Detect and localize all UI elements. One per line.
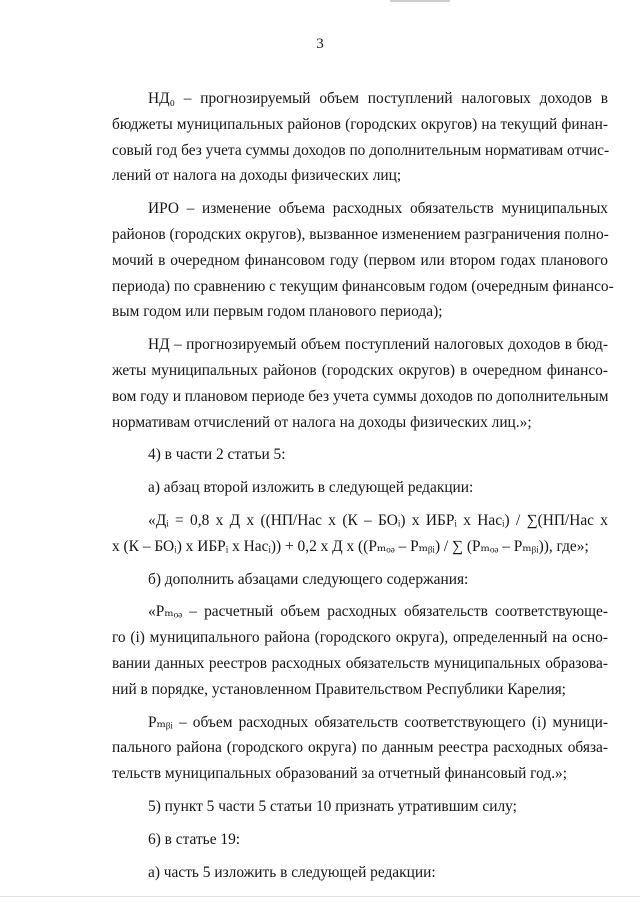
text-line: вым годом или первым годом планового периода); bbox=[112, 303, 443, 321]
paragraph-item4a bbox=[112, 475, 608, 501]
paragraph-item5 bbox=[112, 794, 608, 820]
paragraph-formula bbox=[112, 508, 608, 560]
text-line: x (К – БОᵢ) x ИБРᵢ x Насᵢ)) + 0,2 x Д x ((Рₘₒₔ – Рₘᵦᵢ) / ∑ (Рₘₒₔ – Рₘᵦᵢ)), где»; bbox=[112, 537, 589, 555]
paragraph-iro bbox=[112, 196, 614, 325]
text-line: а) часть 5 изложить в следующей редакции: bbox=[148, 863, 436, 881]
text-line: 4) в части 2 статьи 5: bbox=[148, 446, 286, 464]
text-line: б) дополнить абзацами следующего содержания: bbox=[148, 570, 469, 588]
text-line: 5) пункт 5 части 5 статьи 10 признать утратившим силу; bbox=[148, 797, 517, 815]
paragraph-item6 bbox=[112, 827, 608, 853]
text-line: Рₘᵦᵢ – объем расходных обязательств соответствующего (i) муници- bbox=[148, 713, 608, 731]
text-line: го (i) муниципального района (городского округа), определенный на осно- bbox=[112, 629, 608, 647]
text-line: а) абзац второй изложить в следующей редакции: bbox=[148, 479, 474, 497]
text-line: тельств муниципальных образований за отчетный финансовый год.»; bbox=[112, 765, 568, 783]
paragraph-item4 bbox=[112, 442, 608, 468]
text-line: ИРО – изменение объема расходных обязательств муниципальных bbox=[148, 200, 608, 218]
paragraph-nd0 bbox=[112, 86, 608, 189]
paragraph-nd bbox=[112, 332, 608, 435]
paragraph-item6a bbox=[112, 860, 608, 886]
scan-artifact bbox=[390, 0, 450, 2]
scan-edge bbox=[0, 896, 640, 897]
paragraph-item4b bbox=[112, 567, 608, 593]
text-line: «Рₘₒₔ – расчетный объем расходных обязательств соответствующе- bbox=[148, 603, 608, 621]
text-line: вании данных реестров расходных обязательств муниципальных образова- bbox=[112, 654, 608, 672]
text-line: лений от налога на доходы физических лиц; bbox=[112, 167, 402, 185]
paragraph-rmbi bbox=[112, 710, 608, 787]
page-number: 3 bbox=[316, 36, 324, 52]
text-line: периода) по сравнению с текущим финансовым годом (очередным финансо- bbox=[112, 277, 614, 295]
text-line: совый год без учета суммы доходов по дополнительным нормативам отчис- bbox=[112, 141, 610, 159]
text-line: нормативам отчислений от налога на доходы физических лиц.»; bbox=[112, 413, 532, 431]
text-line: мочий в очередном финансовом году (первом или втором годах планового bbox=[112, 251, 608, 269]
text-line: районов (городских округов), вызванное изменением разграничения полно- bbox=[112, 225, 609, 243]
text-line: бюджеты муниципальных районов (городских округов) на текущий финан- bbox=[112, 115, 608, 133]
text-line: пального района (городского округа) по данным реестра расходных обяза- bbox=[112, 739, 608, 757]
paragraph-rmod bbox=[112, 599, 608, 702]
text-line: жеты муниципальных районов (городских округов) в очередном финансо- bbox=[112, 361, 608, 379]
text-line: 6) в статье 19: bbox=[148, 830, 241, 848]
text-line: вом году и плановом периоде без учета суммы доходов по дополнительным bbox=[112, 387, 609, 405]
text-line: ний в порядке, установленном Правительством Республики Карелия; bbox=[112, 680, 566, 698]
text-line: НД₀ – прогнозируемый объем поступлений налоговых доходов в bbox=[148, 90, 608, 107]
text-line: НД – прогнозируемый объем поступлений налоговых доходов в бюд- bbox=[148, 336, 608, 354]
text-line: «Дᵢ = 0,8 x Д x ((НП/Нас x (К – БОᵢ) x ИБРᵢ x Насᵢ) / ∑(НП/Нас x bbox=[148, 511, 608, 529]
document-body bbox=[112, 86, 614, 885]
